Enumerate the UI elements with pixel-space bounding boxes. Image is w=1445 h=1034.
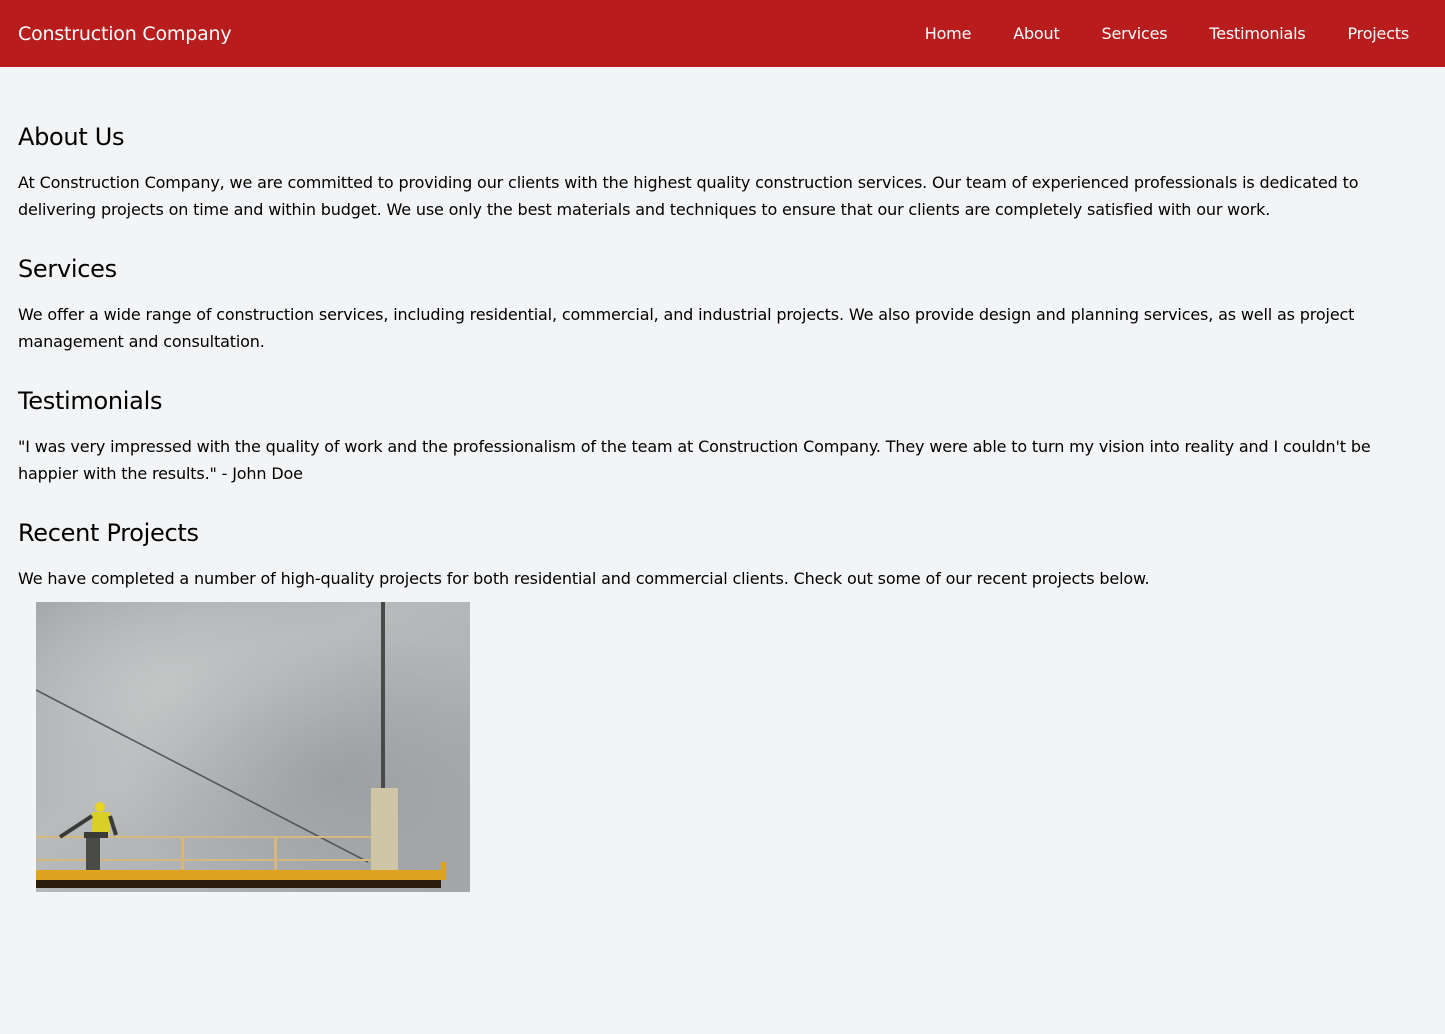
projects-text: We have completed a number of high-quality projects for both residential and commercial clients. Check out some of our recent projects below. — [18, 569, 1150, 588]
nav-link-home[interactable]: Home — [924, 24, 972, 43]
projects-gallery — [18, 592, 1427, 892]
about-section — [18, 121, 1427, 223]
project-image — [36, 602, 470, 892]
nav-link-testimonials[interactable]: Testimonials — [1209, 24, 1306, 43]
services-text: We offer a wide range of construction services, including residential, commercial, and industrial projects. We also provide design and planning services, as well as project management and consultation. — [18, 305, 1355, 351]
projects-heading: Recent Projects — [18, 519, 199, 547]
main-content — [0, 67, 1445, 892]
testimonials-section — [18, 385, 1427, 487]
testimonial-quote: "I was very impressed with the quality of work and the professionalism of the team at Construction Company. They were able to turn my vision into reality and I couldn't be happier with the results." - John Doe — [18, 437, 1371, 483]
projects-section — [18, 517, 1427, 892]
services-heading: Services — [18, 255, 117, 283]
testimonials-heading: Testimonials — [18, 387, 163, 415]
nav-link-projects[interactable]: Projects — [1347, 24, 1409, 43]
top-navbar — [0, 0, 1445, 67]
nav-link-services[interactable]: Services — [1101, 24, 1168, 43]
brand-logo-text[interactable]: Construction Company — [18, 22, 232, 45]
main-nav — [925, 24, 1427, 43]
about-heading: About Us — [18, 123, 125, 151]
about-text: At Construction Company, we are committed to providing our clients with the highest quality construction services. Our team of experienced professionals is dedicated to delivering projects on time and within budget. We use only the best materials and techniques to ensure that our clients are completely satisfied with our work. — [18, 173, 1359, 219]
services-section — [18, 253, 1427, 355]
nav-link-about[interactable]: About — [1013, 24, 1060, 43]
